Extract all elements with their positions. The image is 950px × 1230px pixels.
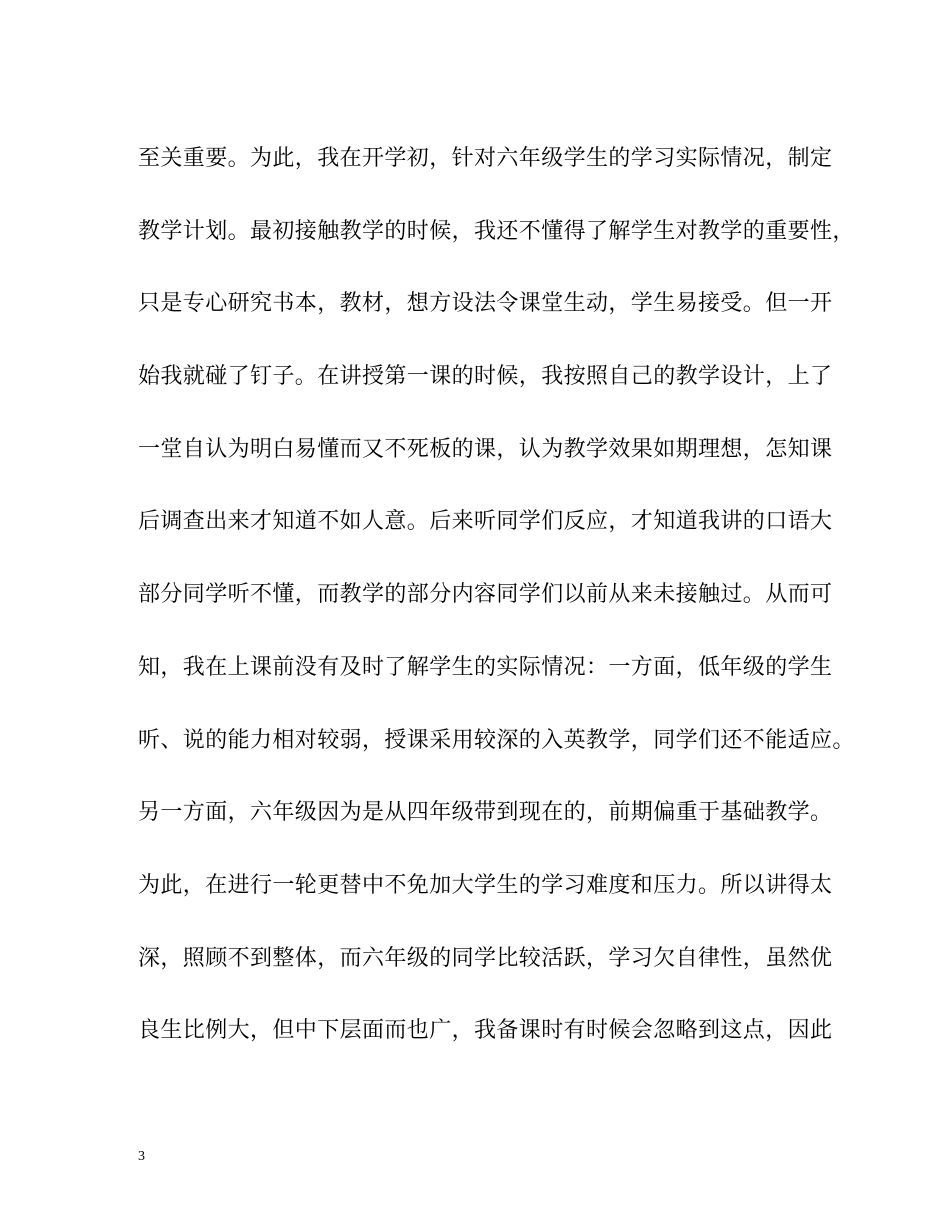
text-line-6: 后调查出来才知道不如人意。后来听同学们反应，才知道我讲的口语大 bbox=[138, 509, 833, 535]
text-line-2: 教学计划。最初接触教学的时候，我还不懂得了解学生对教学的重要性， bbox=[138, 218, 855, 244]
text-line-5: 一堂自认为明白易懂而又不死板的课，认为教学效果如期理想，怎知课 bbox=[138, 436, 833, 462]
text-line-4: 始我就碰了钉子。在讲授第一课的时候，我按照自己的教学设计，上了 bbox=[138, 364, 833, 390]
text-line-10: 另一方面，六年级因为是从四年级带到现在的，前期偏重于基础教学。 bbox=[138, 800, 833, 826]
text-line-7: 部分同学听不懂，而教学的部分内容同学们以前从来未接触过。从而可 bbox=[138, 582, 833, 608]
body-text bbox=[138, 135, 855, 1080]
text-line-11: 为此，在进行一轮更替中不免加大学生的学习难度和压力。所以讲得太 bbox=[138, 872, 833, 898]
page-number: 3 bbox=[138, 1149, 145, 1164]
text-line-1: 至关重要。为此，我在开学初，针对六年级学生的学习实际情况，制定 bbox=[138, 146, 833, 171]
text-line-9: 听、说的能力相对较弱，授课采用较深的入英教学，同学们还不能适应。 bbox=[138, 727, 855, 753]
text-line-8: 知，我在上课前没有及时了解学生的实际情况：一方面，低年级的学生 bbox=[138, 654, 833, 680]
text-line-12: 深，照顾不到整体，而六年级的同学比较活跃，学习欠自律性，虽然优 bbox=[138, 945, 833, 971]
text-line-13: 良生比例大，但中下层面而也广，我备课时有时候会忽略到这点，因此 bbox=[138, 1018, 833, 1044]
text-line-3: 只是专心研究书本，教材，想方设法令课堂生动，学生易接受。但一开 bbox=[138, 291, 833, 317]
